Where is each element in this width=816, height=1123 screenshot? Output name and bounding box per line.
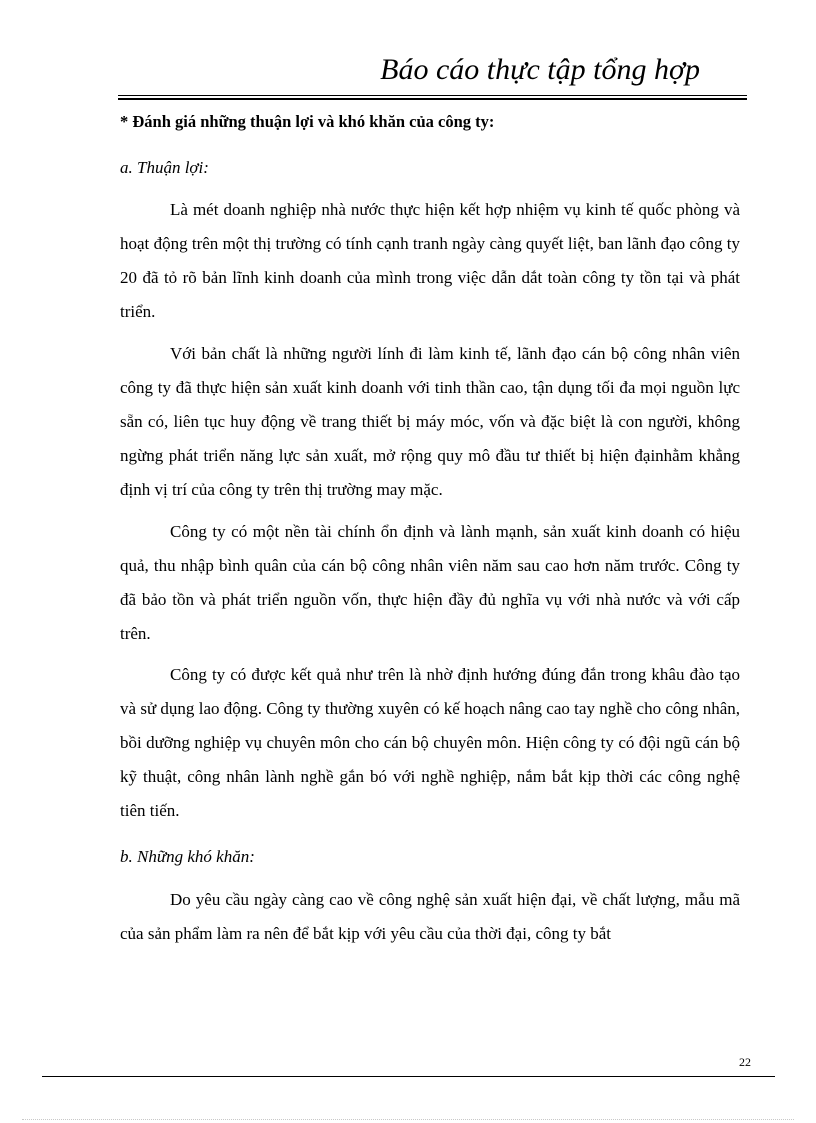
- paragraph-difficulties-1: Do yêu cầu ngày càng cao về công nghệ sản xuất hiện đại, về chất lượng, mẫu mã của sản phẩm làm ra nên để bắt kịp với yêu cầu của thời đại, công ty bắt: [120, 890, 740, 943]
- header-rule-thick: [118, 98, 747, 100]
- paragraph-advantages-3: Công ty có một nền tài chính ổn định và lành mạnh, sản xuất kinh doanh có hiệu quả, thu nhập bình quân của cán bộ công nhân viên năm sau cao hơn năm trước. Công ty đã bảo tồn và phát triển nguồn vốn, thực hiện đầy đủ nghĩa vụ với nhà nước và với cấp trên.: [120, 522, 740, 643]
- section-heading: * Đánh giá những thuận lợi và khó khăn của công ty:: [120, 112, 495, 131]
- paragraph-advantages-1: Là mét doanh nghiệp nhà nước thực hiện kết hợp nhiệm vụ kinh tế quốc phòng và hoạt động trên một thị trường có tính cạnh tranh ngày càng quyết liệt, ban lãnh đạo công ty 20 đã tỏ rõ bản lĩnh kinh doanh của mình trong việc dẫn dắt toàn công ty tồn tại và phát triển.: [120, 200, 740, 321]
- paragraph-advantages-4: Công ty có được kết quả như trên là nhờ định hướng đúng đắn trong khâu đào tạo và sử dụng lao động. Công ty thường xuyên có kế hoạch nâng cao tay nghề cho công nhân, bồi dưỡng nghiệp vụ chuyên môn cho cán bộ chuyên môn. Hiện công ty có đội ngũ cán bộ kỹ thuật, công nhân lành nghề gắn bó với nghề nghiệp, nắm bắt kịp thời các công nghệ tiên tiến.: [120, 665, 740, 820]
- page-number: 22: [739, 1055, 751, 1069]
- subheading-advantages: a. Thuận lợi:: [120, 158, 209, 177]
- paragraph-advantages-2: Với bản chất là những người lính đi làm kinh tế, lãnh đạo cán bộ công nhân viên công ty đã thực hiện sản xuất kinh doanh với tinh thần cao, tận dụng tối đa mọi nguồn lực sẵn có, liên tục huy động về trang thiết bị máy móc, vốn và đặc biệt là con người, không ngừng phát triển năng lực sản xuất, mở rộng quy mô đầu tư thiết bị hiện đạinhằm khẳng định vị trí của công ty trên thị trường may mặc.: [120, 344, 740, 499]
- subheading-difficulties: b. Những khó khăn:: [120, 847, 255, 866]
- page-edge-divider: [22, 1119, 794, 1120]
- header-rule-thin: [118, 95, 747, 96]
- footer-rule: [42, 1076, 775, 1077]
- page-header-title: Báo cáo thực tập tổng hợp: [380, 53, 700, 86]
